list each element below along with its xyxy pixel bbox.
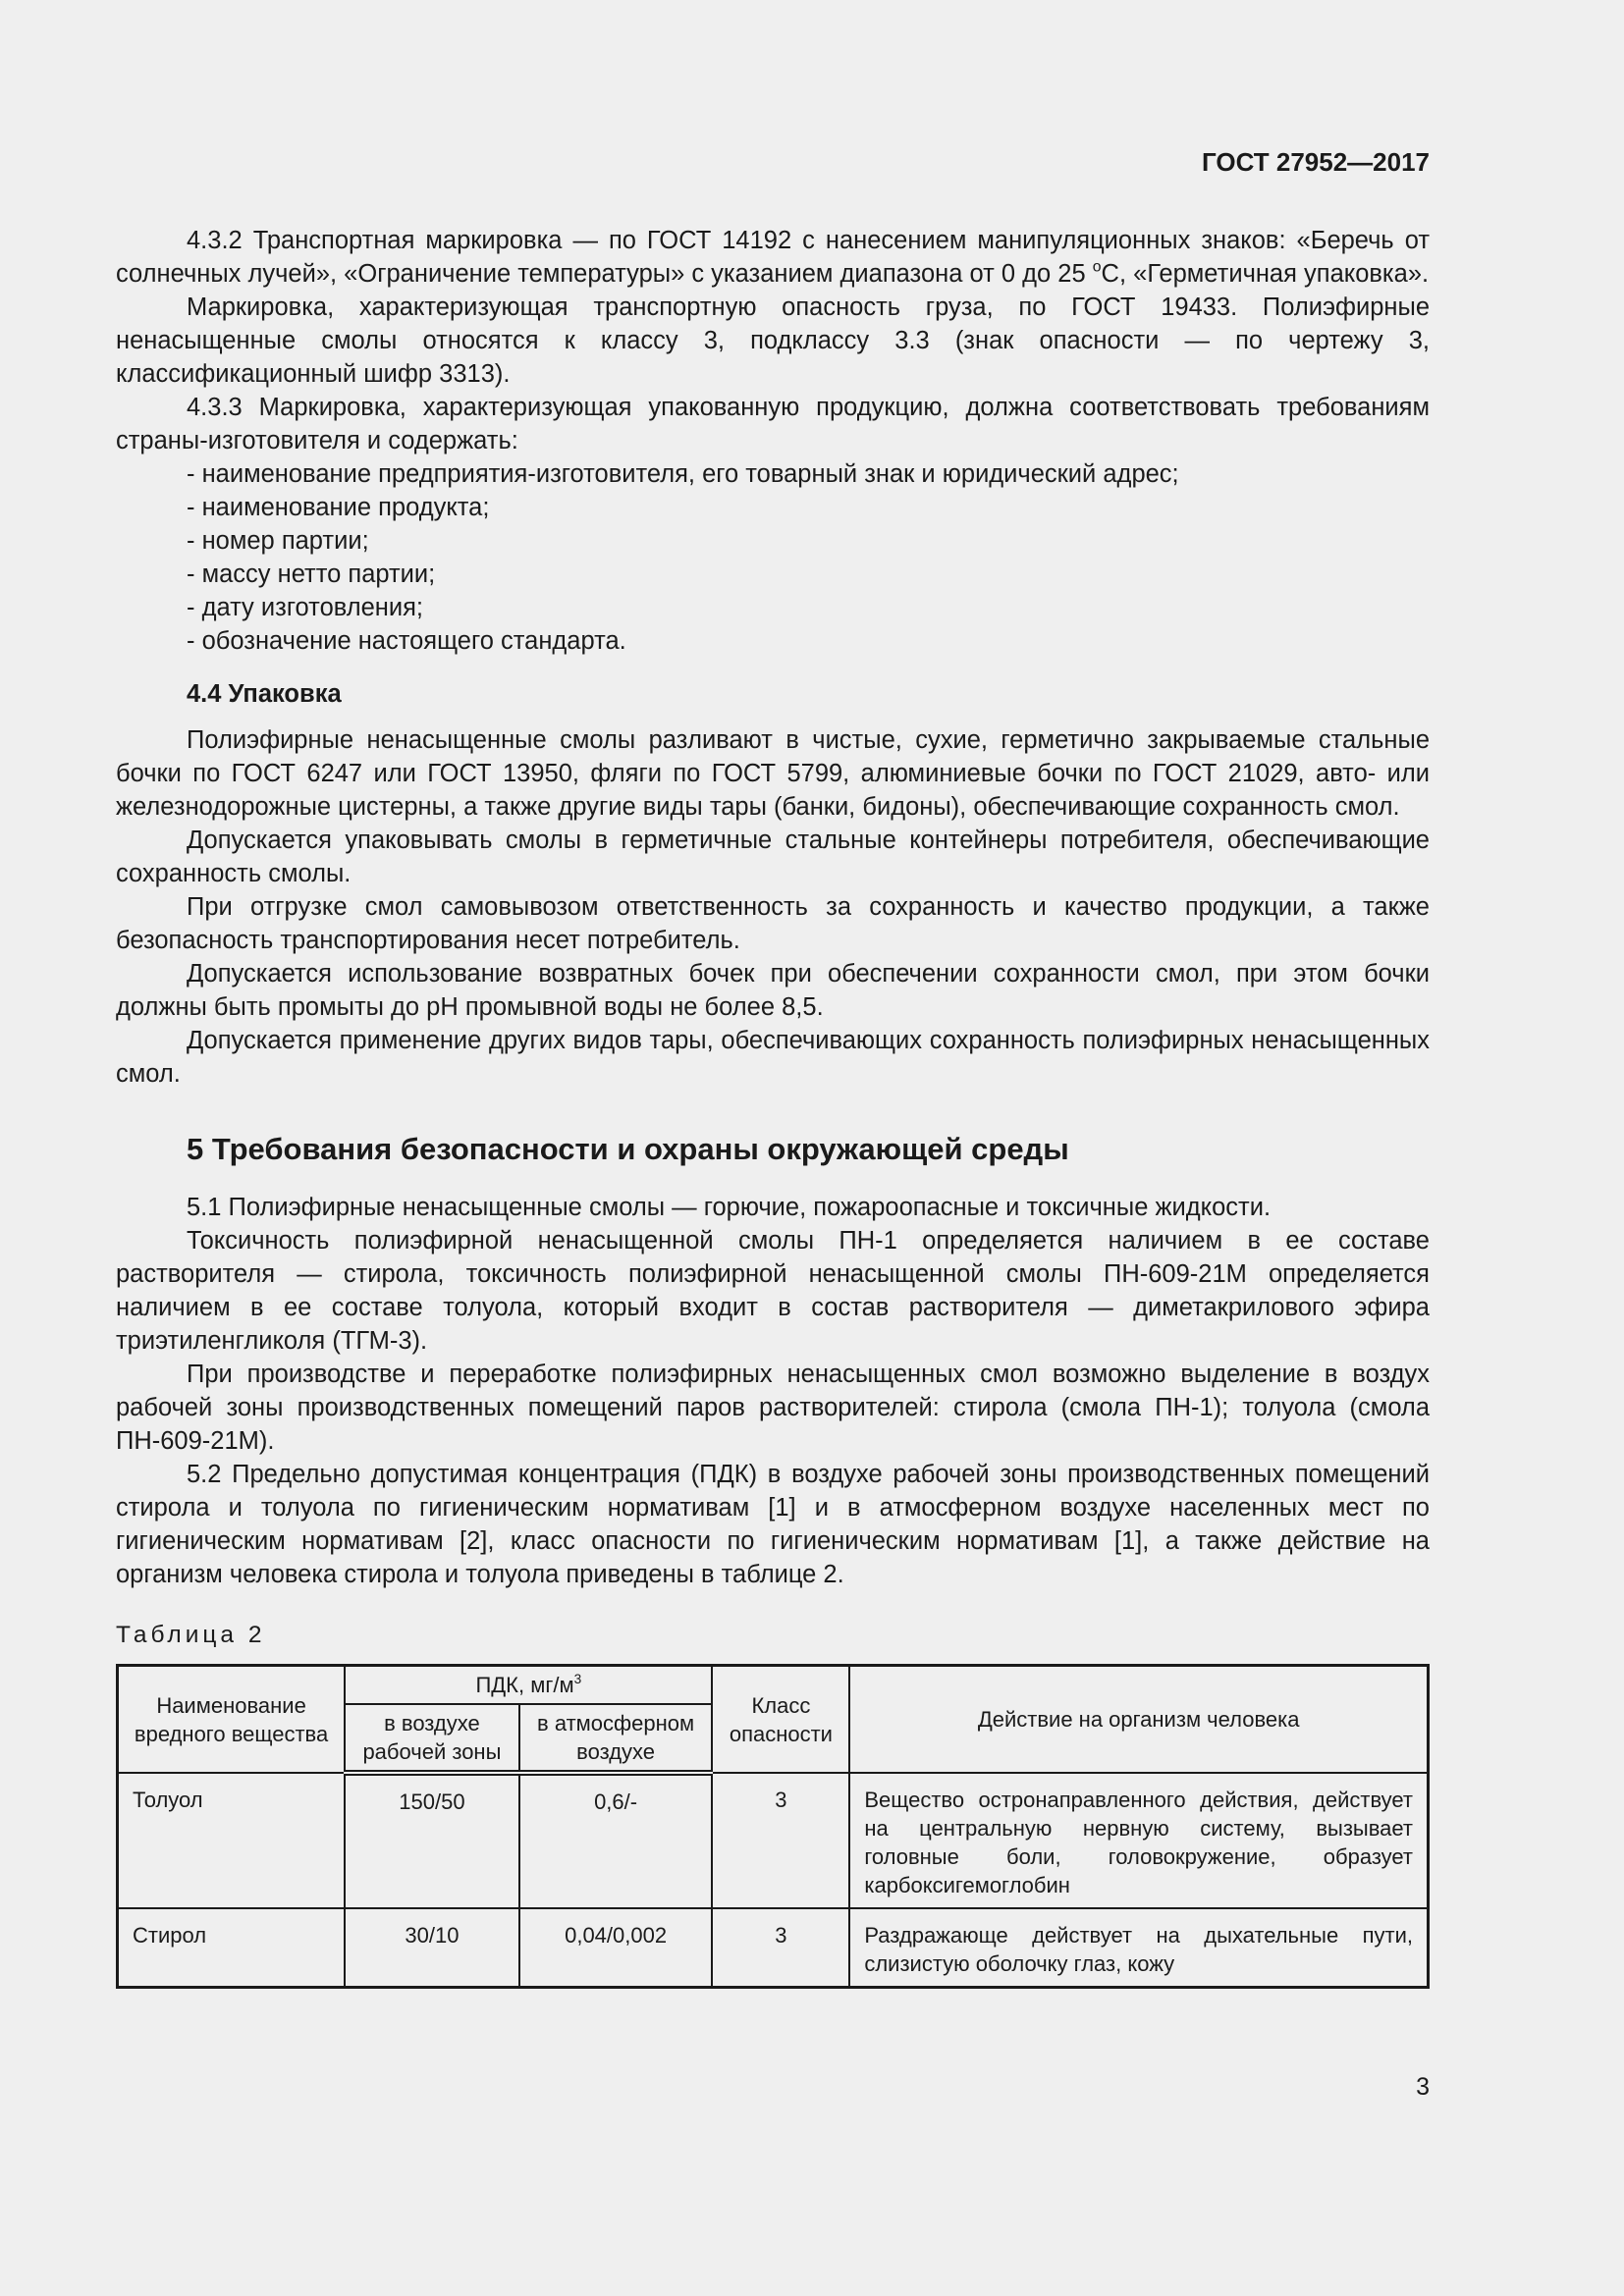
- section-heading-5: 5 Требования безопасности и охраны окружающей среды: [187, 1132, 1069, 1166]
- cell-atmospheric: 0,04/0,002: [519, 1908, 713, 1988]
- cell-hazard-class: 3: [712, 1773, 849, 1908]
- table-row: [118, 1908, 1429, 1988]
- table-row: [118, 1773, 1429, 1908]
- list-item: - наименование продукта;: [187, 494, 490, 521]
- paragraph: Допускается применение других видов тары, обеспечивающих сохранность полиэфирных ненасыщенных смол.: [116, 1027, 1430, 1088]
- paragraph: 5.1 Полиэфирные ненасыщенные смолы — горючие, пожароопасные и токсичные жидкости.: [187, 1194, 1272, 1221]
- header-substance-name: Наименование вредного вещества: [118, 1666, 346, 1774]
- section-heading-4-4: 4.4 Упаковка: [187, 680, 342, 708]
- header-human-effect: Действие на организм человека: [849, 1666, 1428, 1774]
- table-caption: Таблица 2: [116, 1622, 266, 1648]
- cell-substance: Толуол: [118, 1773, 346, 1908]
- header-hazard-class: Класс опасности: [712, 1666, 849, 1774]
- document-designation: ГОСТ 27952—2017: [1202, 147, 1430, 177]
- paragraph: При отгрузке смол самовывозом ответственность за сохранность и качество продукции, а также безопасность транспортирования несет потребитель.: [116, 893, 1430, 954]
- paragraph-transport-hazard: Маркировка, характеризующая транспортную опасность груза, по ГОСТ 19433. Полиэфирные ненасыщенные смолы относятся к классу 3, подклассу 3.3 (знак опасности — по чертежу 3, классификационный шифр 3313).: [116, 294, 1430, 388]
- list-item: - обозначение настоящего стандарта.: [187, 627, 626, 655]
- page-content: [116, 224, 1430, 1989]
- list-item: - наименование предприятия-изготовителя, его товарный знак и юридический адрес;: [187, 460, 1179, 488]
- list-item: - массу нетто партии;: [187, 561, 436, 588]
- paragraph-4-3-3: 4.3.3 Маркировка, характеризующая упакованную продукцию, должна соответствовать требованиям страны-изготовителя и содержать:: [116, 394, 1430, 454]
- paragraph-4-3-2: 4.3.2 Транспортная маркировка — по ГОСТ 14192 с нанесением манипуляционных знаков: «Беречь от солнечных лучей», «Ограничение температуры» с указанием диапазона от 0 до 25 $^о$С, «Герметичная упаковка».: [116, 227, 1430, 288]
- hazard-table: [116, 1664, 1430, 1989]
- paragraph: Токсичность полиэфирной ненасыщенной смолы ПН-1 определяется наличием в ее составе растворителя — стирола, токсичность полиэфирной ненасыщенной смолы ПН-609-21М определяется наличием в ее составе толуола, который входит в состав растворителя — диметакрилового эфира триэтиленгликоля (ТГМ-3).: [116, 1227, 1430, 1355]
- table-header-row: [118, 1666, 1429, 1705]
- cell-hazard-class: 3: [712, 1908, 849, 1988]
- paragraph: При производстве и переработке полиэфирных ненасыщенных смол возможно выделение в воздух рабочей зоны производственных помещений паров растворителей: стирола (смола ПН-1); толуола (смола ПН-609-21М).: [116, 1361, 1430, 1455]
- cell-atmospheric: 0,6/-: [519, 1773, 713, 1908]
- paragraph: 5.2 Предельно допустимая концентрация (ПДК) в воздухе рабочей зоны производственных помещений стирола и толуола по гигиеническим нормативам [1] и в атмосферном воздухе населенных мест по гигиеническим нормативам [2], класс опасности по гигиеническим нормативам [1], а также действие на организм человека стирола и толуола приведены в таблице 2.: [116, 1461, 1430, 1588]
- cell-work-zone: 30/10: [345, 1908, 519, 1988]
- paragraph: Допускается использование возвратных бочек при обеспечении сохранности смол, при этом бочки должны быть промыты до pH промывной воды не более 8,5.: [116, 960, 1430, 1021]
- page-number: 3: [1416, 2073, 1430, 2101]
- list-item: - дату изготовления;: [187, 594, 423, 621]
- header-atmospheric: в атмосферном воздухе: [519, 1704, 713, 1773]
- paragraph: Полиэфирные ненасыщенные смолы разливают в чистые, сухие, герметично закрываемые стальные бочки по ГОСТ 6247 или ГОСТ 13950, фляги по ГОСТ 5799, алюминиевые бочки по ГОСТ 21029, авто- или железнодорожные цистерны, а также другие виды тары (банки, бидоны), обеспечивающие сохранность смол.: [116, 726, 1430, 821]
- cell-substance: Стирол: [118, 1908, 346, 1988]
- list-item: - номер партии;: [187, 527, 369, 555]
- cell-work-zone: 150/50: [345, 1773, 519, 1908]
- header-work-zone: в воздухе рабочей зоны: [345, 1704, 519, 1773]
- header-pdk: ПДК, $мг/м^3$: [345, 1666, 712, 1705]
- paragraph: Допускается упаковывать смолы в герметичные стальные контейнеры потребителя, обеспечивающие сохранность смолы.: [116, 827, 1430, 887]
- cell-human-effect: Раздражающе действует на дыхательные пути, слизистую оболочку глаз, кожу: [849, 1908, 1428, 1988]
- marking-requirements-list: [116, 457, 1430, 658]
- cell-human-effect: Вещество остронаправленного действия, действует на центральную нервную систему, вызывает головные боли, головокружение, образует карбоксигемоглобин: [849, 1773, 1428, 1908]
